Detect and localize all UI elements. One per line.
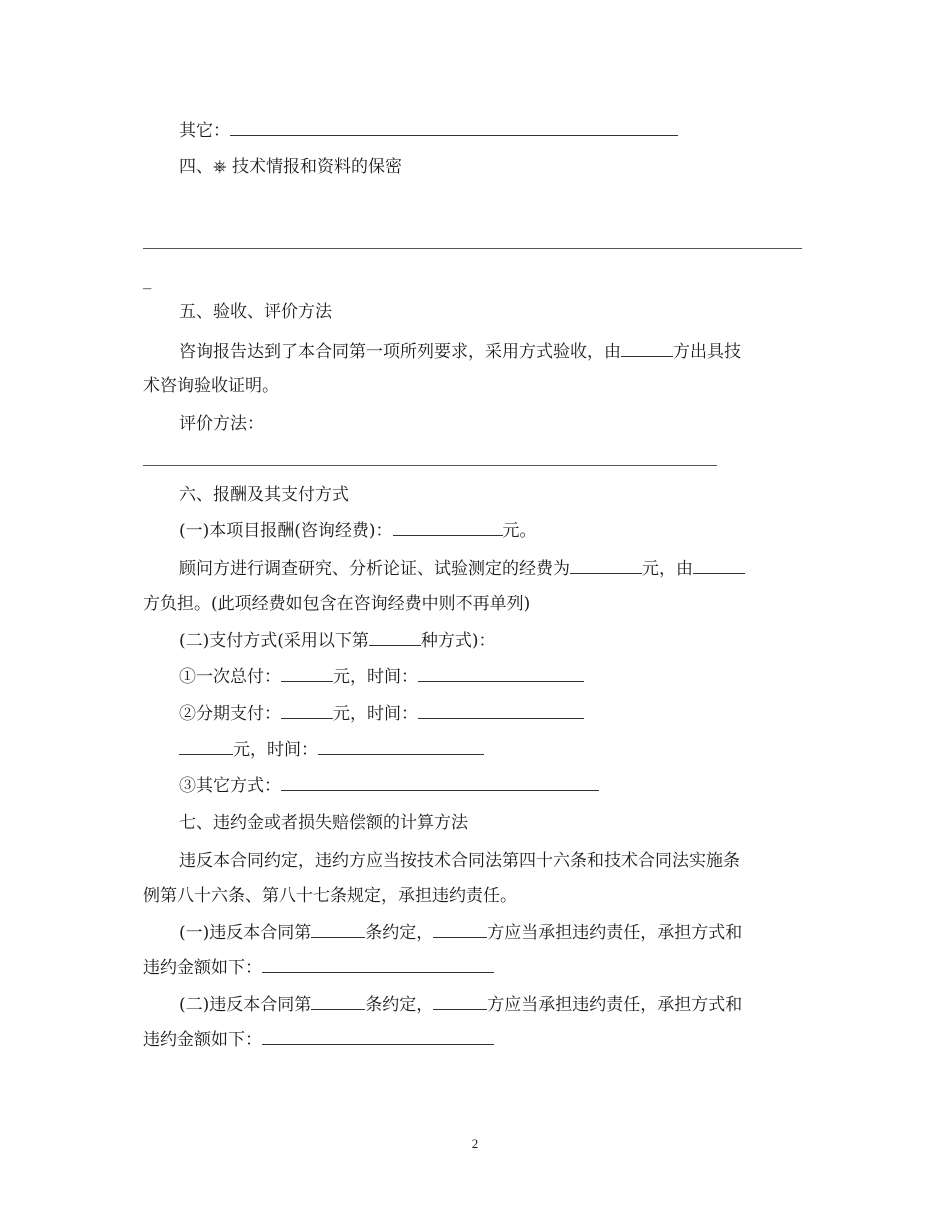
lump-sum-line: ①一次总付： 元，时间： [179,665,584,689]
acceptance-line-2: 术咨询验收证明。 [143,376,279,396]
research-fee-line-1: 顾问方进行调查研究、分析论证、试验测定的经费为 元，由 [179,557,745,581]
breach-1-clause-blank[interactable] [311,921,365,938]
breach-line-2: 例第八十六条、第八十七条规定，承担违约责任。 [143,886,517,906]
lump-sum-time-blank[interactable] [418,665,584,682]
fee-line: (一)本项目报酬(咨询经费)： 元。 [179,521,537,541]
breach-1-party-blank[interactable] [433,921,487,938]
section-4-content-line[interactable] [143,248,802,249]
acceptance-line-1: 咨询报告达到了本合同第一项所列要求，采用方式验收，由 方出具技 [179,342,741,362]
section-4-title: 四、⎈ 技术情报和资料的保密 [179,157,403,177]
evaluation-label: 评价方法： [179,414,264,434]
other-line: 其它： [179,119,678,143]
breach-2-amount-blank[interactable] [262,1028,494,1045]
payment-method-line: (二)支付方式(采用以下第 种方式)： [179,631,496,651]
installment-line-2: 元，时间： [179,738,484,762]
installment-2-amount-blank[interactable] [179,738,233,755]
breach-item-2-line-1: (二)违反本合同第 条约定， 方应当承担违约责任，承担方式和 [179,995,743,1015]
breach-1-amount-blank[interactable] [262,956,494,973]
installment-line: ②分期支付： 元，时间： [179,702,584,726]
fee-amount-blank[interactable] [393,519,503,536]
installment-time-blank[interactable] [418,702,584,719]
evaluation-content-line[interactable] [143,465,717,466]
installment-2-time-blank[interactable] [318,738,484,755]
breach-item-1-line-1: (一)违反本合同第 条约定， 方应当承担违约责任，承担方式和 [179,923,743,943]
other-blank[interactable] [230,119,678,136]
section-6-title: 六、报酬及其支付方式 [179,485,349,505]
payment-method-blank[interactable] [369,629,421,646]
section-4-tail: _ [143,270,152,290]
installment-amount-blank[interactable] [281,702,333,719]
breach-item-2-line-2: 违约金额如下： [143,1028,494,1052]
breach-line-1: 违反本合同约定，违约方应当按技术合同法第四十六条和技术合同法实施条 [179,851,740,871]
page-number: 2 [471,1136,479,1151]
breach-item-1-line-2: 违约金额如下： [143,956,494,980]
breach-2-party-blank[interactable] [433,993,487,1010]
lump-sum-amount-blank[interactable] [281,665,333,682]
other-payment-line: ③其它方式： [179,774,599,798]
section-7-title: 七、违约金或者损失赔偿额的计算方法 [179,813,468,833]
other-payment-blank[interactable] [281,774,599,791]
section-5-title: 五、验收、评价方法 [179,302,332,322]
certifying-party-blank[interactable] [621,340,673,357]
research-fee-party-blank[interactable] [693,557,745,574]
breach-2-clause-blank[interactable] [311,993,365,1010]
research-fee-blank[interactable] [570,557,642,574]
research-fee-line-2: 方负担。(此项经费如包含在咨询经费中则不再单列) [143,594,531,614]
